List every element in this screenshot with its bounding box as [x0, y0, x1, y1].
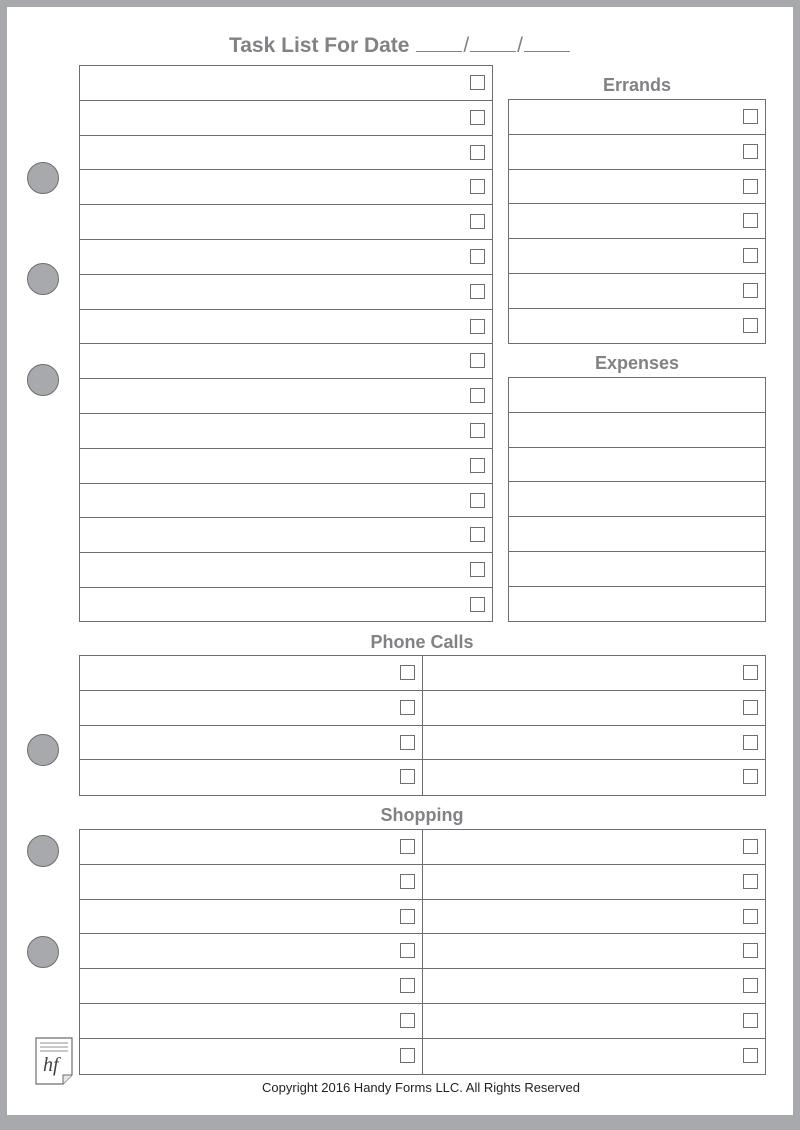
errand-entry-field[interactable]: [509, 100, 765, 134]
shopping-checkbox[interactable]: [743, 978, 758, 993]
errand-row[interactable]: [509, 204, 765, 239]
shopping-checkbox[interactable]: [400, 1048, 415, 1063]
expense-row[interactable]: [509, 413, 765, 448]
shopping-checkbox[interactable]: [743, 1013, 758, 1028]
expenses-heading: Expenses: [594, 353, 680, 373]
shopping-checkbox[interactable]: [743, 839, 758, 854]
task-checkbox[interactable]: [470, 284, 485, 299]
shopping-entry-field[interactable]: [80, 830, 423, 864]
task-entry-field[interactable]: [80, 275, 492, 309]
copyright-text: Copyright 2016 Handy Forms LLC. All Rights Reserved: [262, 1080, 580, 1095]
phone-call-entry-field[interactable]: [80, 691, 423, 725]
shopping-checkbox[interactable]: [743, 943, 758, 958]
phone-call-entry-field[interactable]: [423, 691, 766, 725]
phone-calls-grid: [79, 655, 766, 796]
phone-call-entry-field[interactable]: [423, 726, 766, 760]
date-month-blank[interactable]: [416, 35, 462, 52]
errand-entry-field[interactable]: [509, 135, 765, 169]
expense-row[interactable]: [509, 517, 765, 552]
task-entry-field[interactable]: [80, 588, 492, 623]
errand-checkbox[interactable]: [743, 144, 758, 159]
task-entry-field[interactable]: [80, 379, 492, 413]
phone-call-row[interactable]: [80, 656, 765, 691]
phone-call-checkbox[interactable]: [743, 735, 758, 750]
expense-entry-field[interactable]: [509, 482, 765, 516]
shopping-row[interactable]: [80, 865, 765, 900]
shopping-row[interactable]: [80, 934, 765, 969]
shopping-checkbox[interactable]: [400, 909, 415, 924]
phone-call-entry-field[interactable]: [423, 656, 766, 690]
shopping-entry-field[interactable]: [423, 1004, 766, 1038]
task-row[interactable]: [80, 170, 492, 205]
task-row[interactable]: [80, 136, 492, 171]
errand-entry-field[interactable]: [509, 204, 765, 238]
date-separator: /: [463, 34, 470, 57]
shopping-grid: [79, 829, 766, 1075]
task-row[interactable]: [80, 379, 492, 414]
binder-hole: [27, 364, 59, 396]
expense-row[interactable]: [509, 448, 765, 483]
phone-call-checkbox[interactable]: [400, 665, 415, 680]
errand-entry-field[interactable]: [509, 170, 765, 204]
task-row[interactable]: [80, 518, 492, 553]
task-row[interactable]: [80, 240, 492, 275]
task-row[interactable]: [80, 275, 492, 310]
task-checkbox[interactable]: [470, 597, 485, 612]
task-checkbox[interactable]: [470, 75, 485, 90]
date-day-blank[interactable]: [470, 35, 516, 52]
errand-checkbox[interactable]: [743, 179, 758, 194]
binder-hole: [27, 835, 59, 867]
expense-entry-field[interactable]: [509, 378, 765, 412]
task-row[interactable]: [80, 66, 492, 101]
task-row[interactable]: [80, 414, 492, 449]
phone-call-checkbox[interactable]: [400, 735, 415, 750]
task-row[interactable]: [80, 484, 492, 519]
date-year-blank[interactable]: [524, 35, 570, 52]
phone-call-entry-field[interactable]: [80, 760, 423, 795]
shopping-checkbox[interactable]: [743, 909, 758, 924]
task-entry-field[interactable]: [80, 310, 492, 344]
expense-entry-field[interactable]: [509, 413, 765, 447]
shopping-entry-field[interactable]: [80, 1004, 423, 1038]
errand-entry-field[interactable]: [509, 274, 765, 308]
errand-entry-field[interactable]: [509, 309, 765, 344]
phone-call-checkbox[interactable]: [743, 700, 758, 715]
errand-checkbox[interactable]: [743, 283, 758, 298]
task-row[interactable]: [80, 449, 492, 484]
title-text: Task List For Date: [228, 34, 410, 57]
expense-row[interactable]: [509, 482, 765, 517]
svg-text:hf: hf: [43, 1054, 59, 1076]
phone-call-row[interactable]: [80, 691, 765, 726]
errand-row[interactable]: [509, 239, 765, 274]
binder-hole: [27, 263, 59, 295]
shopping-checkbox[interactable]: [743, 874, 758, 889]
task-checkbox[interactable]: [470, 249, 485, 264]
phone-call-checkbox[interactable]: [743, 769, 758, 784]
expense-row[interactable]: [509, 587, 765, 622]
errands-heading: Errands: [602, 75, 672, 95]
task-checkbox[interactable]: [470, 110, 485, 125]
errand-checkbox[interactable]: [743, 318, 758, 333]
binder-hole: [27, 162, 59, 194]
date-separator: /: [517, 34, 524, 57]
task-checkbox[interactable]: [470, 179, 485, 194]
phone-call-row[interactable]: [80, 760, 765, 795]
task-entry-field[interactable]: [80, 170, 492, 204]
shopping-entry-field[interactable]: [80, 900, 423, 934]
shopping-heading: Shopping: [380, 805, 464, 825]
shopping-entry-field[interactable]: [423, 969, 766, 1003]
task-entry-field[interactable]: [80, 101, 492, 135]
expense-row[interactable]: [509, 378, 765, 413]
shopping-checkbox[interactable]: [400, 943, 415, 958]
expenses-grid: [508, 377, 766, 622]
task-entry-field[interactable]: [80, 205, 492, 239]
shopping-row[interactable]: [80, 1004, 765, 1039]
task-row[interactable]: [80, 588, 492, 623]
shopping-checkbox[interactable]: [400, 1013, 415, 1028]
task-entry-field[interactable]: [80, 240, 492, 274]
task-checkbox[interactable]: [470, 423, 485, 438]
task-row[interactable]: [80, 101, 492, 136]
errand-checkbox[interactable]: [743, 213, 758, 228]
errand-entry-field[interactable]: [509, 239, 765, 273]
expense-entry-field[interactable]: [509, 448, 765, 482]
errand-row[interactable]: [509, 274, 765, 309]
task-checkbox[interactable]: [470, 458, 485, 473]
binder-hole: [27, 936, 59, 968]
task-entry-field[interactable]: [80, 344, 492, 378]
form-page: [7, 7, 793, 1115]
shopping-entry-field[interactable]: [80, 934, 423, 968]
task-checkbox[interactable]: [470, 145, 485, 160]
phone-call-checkbox[interactable]: [400, 769, 415, 784]
expense-entry-field[interactable]: [509, 552, 765, 586]
expense-entry-field[interactable]: [509, 587, 765, 622]
shopping-entry-field[interactable]: [80, 865, 423, 899]
shopping-checkbox[interactable]: [400, 978, 415, 993]
task-entry-field[interactable]: [80, 136, 492, 170]
task-checkbox[interactable]: [470, 319, 485, 334]
shopping-entry-field[interactable]: [423, 830, 766, 864]
binder-hole: [27, 734, 59, 766]
shopping-entry-field[interactable]: [423, 934, 766, 968]
errand-row[interactable]: [509, 170, 765, 205]
errand-checkbox[interactable]: [743, 109, 758, 124]
errand-row[interactable]: [509, 100, 765, 135]
shopping-checkbox[interactable]: [400, 839, 415, 854]
task-entry-field[interactable]: [80, 66, 492, 100]
task-entry-field[interactable]: [80, 414, 492, 448]
shopping-checkbox[interactable]: [400, 874, 415, 889]
phone-call-entry-field[interactable]: [423, 760, 766, 795]
task-entry-field[interactable]: [80, 518, 492, 552]
shopping-entry-field[interactable]: [80, 1039, 423, 1074]
phone-calls-heading: Phone Calls: [370, 632, 474, 652]
expense-entry-field[interactable]: [509, 517, 765, 551]
task-checkbox[interactable]: [470, 562, 485, 577]
errand-checkbox[interactable]: [743, 248, 758, 263]
page-title: [7, 33, 793, 59]
task-checkbox[interactable]: [470, 493, 485, 508]
phone-call-entry-field[interactable]: [80, 726, 423, 760]
shopping-checkbox[interactable]: [743, 1048, 758, 1063]
task-checkbox[interactable]: [470, 527, 485, 542]
task-row[interactable]: [80, 344, 492, 379]
phone-call-checkbox[interactable]: [400, 700, 415, 715]
shopping-entry-field[interactable]: [423, 1039, 766, 1074]
shopping-row[interactable]: [80, 830, 765, 865]
phone-call-entry-field[interactable]: [80, 656, 423, 690]
task-entry-field[interactable]: [80, 484, 492, 518]
phone-call-row[interactable]: [80, 726, 765, 761]
errands-grid: [508, 99, 766, 344]
task-row[interactable]: [80, 553, 492, 588]
handy-forms-logo: [35, 1037, 73, 1085]
task-entry-field[interactable]: [80, 449, 492, 483]
errand-row[interactable]: [509, 135, 765, 170]
task-row[interactable]: [80, 205, 492, 240]
shopping-entry-field[interactable]: [423, 865, 766, 899]
task-checkbox[interactable]: [470, 388, 485, 403]
errand-row[interactable]: [509, 309, 765, 344]
expense-row[interactable]: [509, 552, 765, 587]
shopping-row[interactable]: [80, 1039, 765, 1074]
shopping-row[interactable]: [80, 900, 765, 935]
task-checkbox[interactable]: [470, 353, 485, 368]
shopping-entry-field[interactable]: [423, 900, 766, 934]
shopping-entry-field[interactable]: [80, 969, 423, 1003]
task-row[interactable]: [80, 310, 492, 345]
phone-call-checkbox[interactable]: [743, 665, 758, 680]
task-entry-field[interactable]: [80, 553, 492, 587]
shopping-row[interactable]: [80, 969, 765, 1004]
task-checkbox[interactable]: [470, 214, 485, 229]
task-list-grid: [79, 65, 493, 622]
